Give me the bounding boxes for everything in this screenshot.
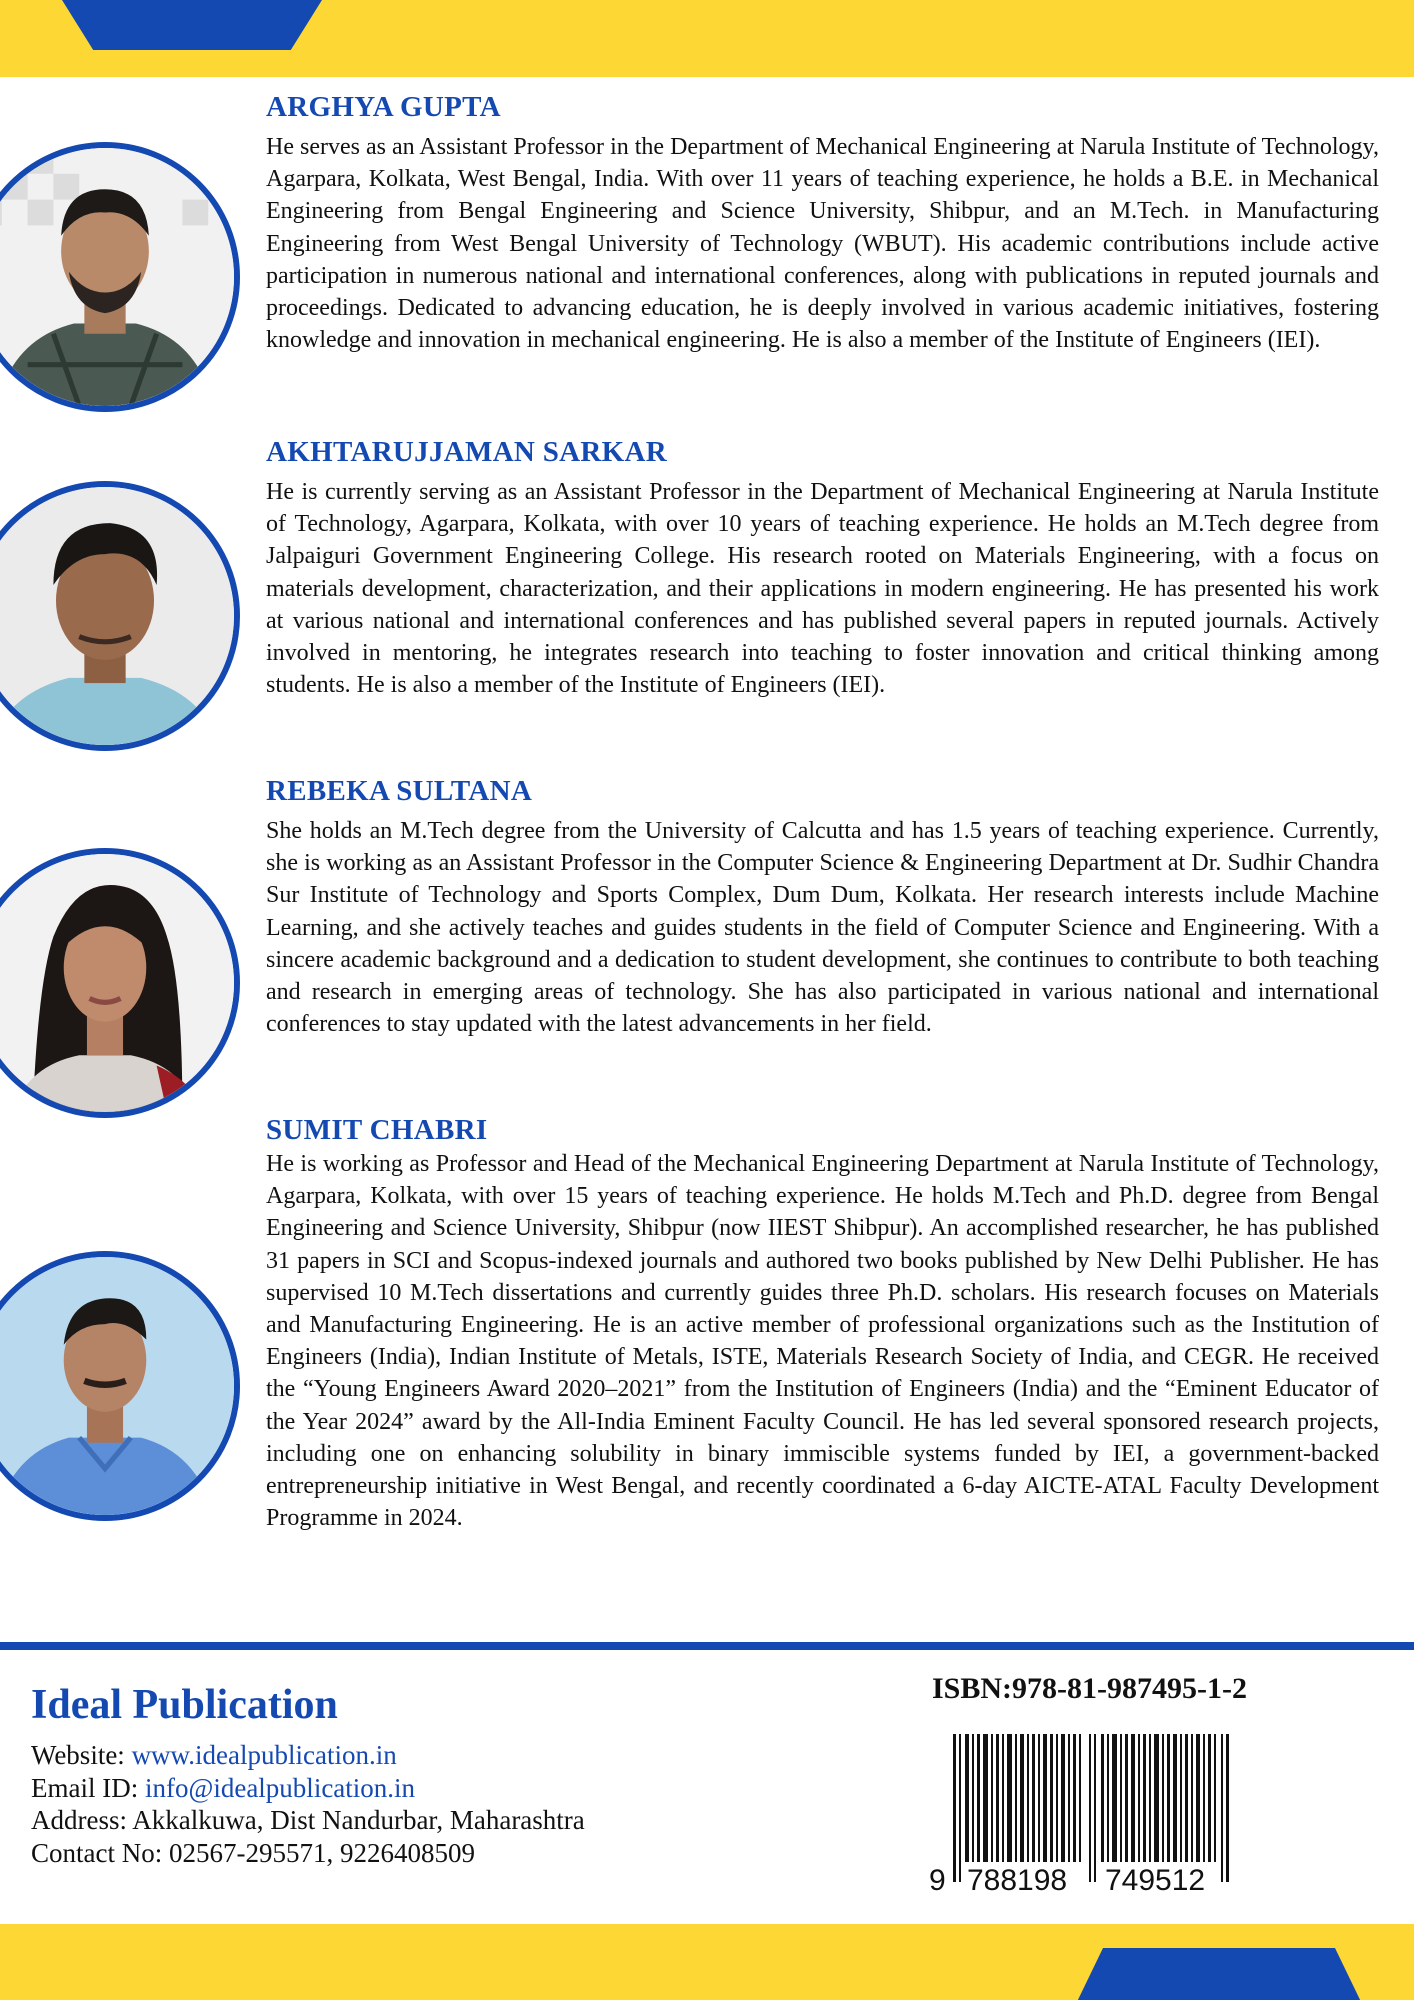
author-bio-4: He is working as Professor and Head of the Mechanical Engineering Department at Narula Institute of Technology, Agarpara, Kolkata, with over 15 years of teaching experience. He holds M.Tech and Ph.D. degree from Bengal Engineering and Science University, Shibpur (now IIEST Shibpur). An accomplished researcher, he has published 31 papers in SCI and Scopus-indexed journals and authored two books published by New Delhi Publisher. He has supervised 10 M.Tech dissertations and currently guides three Ph.D. scholars. His research focuses on Materials and Manufacturing Engineering. He is an active member of professional organizations such as the Institution of Engineers (India), Indian Institute of Metals, ISTE, Materials Research Society of India, and CEGR. He received the “Young Engineers Award 2020–2021” from the Institution of Engineers (India) and the “Eminent Educator of the Year 2024” award by the All-India Eminent Faculty Council. He has led several sponsored research projects, including one on enhancing solubility in binary immiscible systems funded by IEI, a government-backed entrepreneurship initiative in West Bengal, and recently coordinated a 6-day AICTE-ATAL Faculty Development Programme in 2024. bbox=[266, 1151, 1379, 1532]
bottom-blue-tab bbox=[1074, 1948, 1364, 2000]
publisher-name: Ideal Publication bbox=[31, 1682, 338, 1728]
author-photo-1 bbox=[0, 142, 240, 412]
website-label: Website: bbox=[31, 1740, 132, 1770]
author-name-4: SUMIT CHABRI bbox=[266, 1114, 488, 1146]
footer-divider bbox=[0, 1642, 1414, 1650]
top-blue-tab bbox=[62, 0, 322, 50]
email-label: Email ID: bbox=[31, 1772, 145, 1803]
website-link[interactable]: www.idealpublication.in bbox=[131, 1740, 397, 1770]
author-name-1: ARGHYA GUPTA bbox=[266, 91, 501, 123]
author-photo-2 bbox=[0, 481, 240, 751]
email-line bbox=[31, 1772, 591, 1805]
publisher-contact-block bbox=[31, 1739, 591, 1869]
top-decorative-band bbox=[0, 0, 1414, 77]
author-name-3: REBEKA SULTANA bbox=[266, 775, 533, 807]
author-bio-2: He is currently serving as an Assistant Professor in the Department of Mechanical Engineering at Narula Institute of Technology, Agarpara, Kolkata, with over 10 years of teaching experience. He holds an M.Tech degree from Jalpaiguri Government Engineering College. His research rooted on Materials Engineering, with a focus on materials development, characterization, and their applications in modern engineering. He has presented his work at various national and international conferences and has published several papers in reputed journals. Actively involved in mentoring, he integrates research into teaching to foster innovation and critical thinking among students. He is also a member of the Institute of Engineers (IEI). bbox=[266, 479, 1379, 699]
barcode-digits-right: 749512 bbox=[1105, 1864, 1206, 1897]
contact-number-line: Contact No: 02567-295571, 9226408509 bbox=[31, 1837, 475, 1868]
barcode-digits-left: 788198 bbox=[967, 1864, 1068, 1897]
barcode-digit-lead: 9 bbox=[929, 1864, 946, 1897]
isbn-label: ISBN:978-81-987495-1-2 bbox=[932, 1672, 1247, 1705]
author-photo-4 bbox=[0, 1251, 240, 1521]
bottom-decorative-band bbox=[0, 1924, 1414, 2000]
author-bio-1: He serves as an Assistant Professor in the Department of Mechanical Engineering at Narula Institute of Technology, Agarpara, Kolkata, West Bengal, India. With over 11 years of teaching experience, he holds a B.E. in Mechanical Engineering from Bengal Engineering and Science University, Shibpur, and an M.Tech. in Manufacturing Engineering from West Bengal University of Technology (WBUT). His academic contributions include active participation in numerous national and international conferences, along with publications in reputed journals and proceedings. Dedicated to advancing education, he is deeply involved in various academic initiatives, fostering knowledge and innovation in mechanical engineering. He is also a member of the Institute of Engineers (IEI). bbox=[266, 134, 1379, 354]
isbn-barcode bbox=[925, 1728, 1270, 1898]
address-line: Address: Akkalkuwa, Dist Nandurbar, Maharashtra bbox=[31, 1805, 585, 1835]
author-photo-3 bbox=[0, 848, 240, 1118]
author-bio-3: She holds an M.Tech degree from the University of Calcutta and has 1.5 years of teaching experience. Currently, she is working as an Assistant Professor in the Computer Science & Engineering Department at Dr. Sudhir Chandra Sur Institute of Technology and Sports Complex, Dum Dum, Kolkata. Her research interests include Machine Learning, and she actively teaches and guides students in the field of Computer Science and Engineering. With a sincere academic background and a dedication to student development, she continues to contribute to both teaching and research in emerging areas of technology. She has also participated in various national and international conferences to stay updated with the latest advancements in her field. bbox=[266, 818, 1379, 1038]
website-line bbox=[31, 1739, 591, 1772]
author-name-2: AKHTARUJJAMAN SARKAR bbox=[266, 436, 667, 468]
email-link[interactable]: info@idealpublication.in bbox=[144, 1772, 416, 1803]
